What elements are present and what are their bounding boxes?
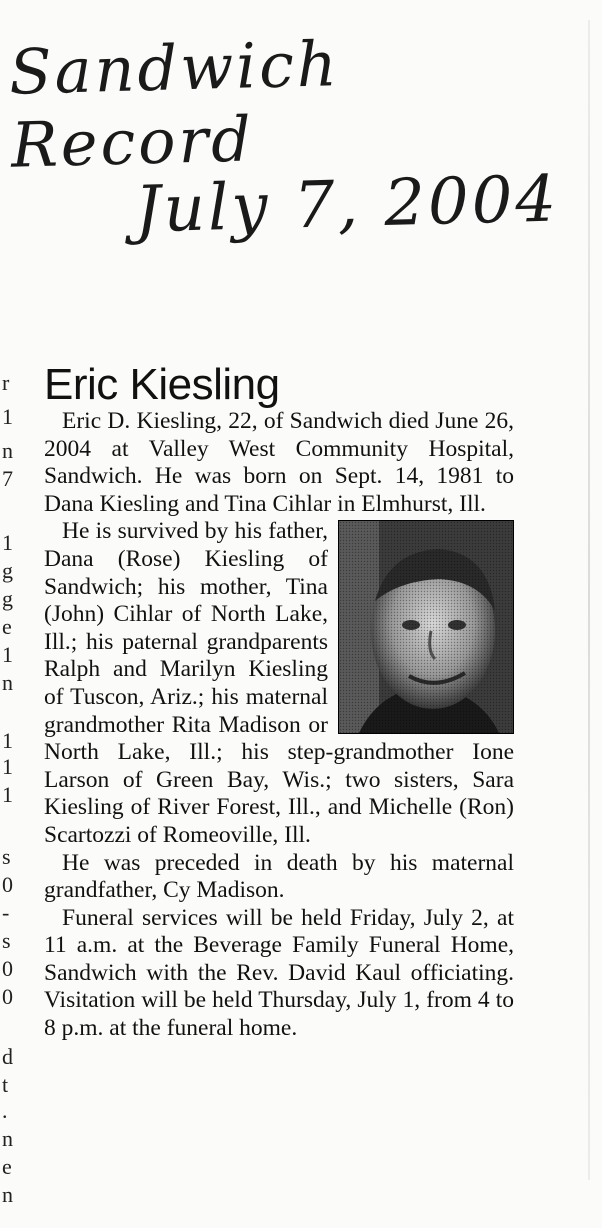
adjacent-column-fragment <box>0 360 22 1220</box>
edge-char: e <box>2 614 12 639</box>
obituary-article <box>44 362 514 1043</box>
obituary-paragraph-2: He is survived by his father, Dana (Rose) Kiesling of Sandwich; his mother, Tina (John) Cihlar of North Lake, Ill.; his paternal grandparents Ralph and Marilyn Kiesling of Tuscon, Ariz.; his maternal grandmother Rita Madison or North Lake, Ill.; his step-grandmother Ione Larson of Green Bay, Wis.; two sisters, Sara Kiesling of River Forest, Ill., and Michelle (Ron) Scartozzi of Romeoville, Ill. <box>44 518 514 848</box>
obituary-paragraph-4: Funeral services will be held Friday, July 2, at 11 a.m. at the Beverage Family Funeral Home, Sandwich with the Rev. David Kaul officiating. Visitation will be held Thursday, July 1, from 4 to 8 p.m. at the funeral home. <box>44 904 514 1042</box>
edge-char: 1 <box>2 782 13 807</box>
edge-char: s <box>2 844 11 869</box>
obituary-paragraph-1: Eric D. Kiesling, 22, of Sandwich died June 26, 2004 at Valley West Community Hospital, Sandwich. He was born on Sept. 14, 1981 to Dana Kiesling and Tina Cihlar in Elmhurst, Ill. <box>44 408 514 517</box>
obituary-paragraph-3: He was preceded in death by his maternal grandfather, Cy Madison. <box>44 849 514 904</box>
edge-char: - <box>2 900 10 925</box>
edge-char: 1 <box>2 404 13 429</box>
handwritten-publication-name: Sandwich Record <box>8 27 341 182</box>
edge-char: 0 <box>2 956 13 981</box>
edge-char: 1 <box>2 642 13 667</box>
edge-char: s <box>2 928 11 953</box>
edge-char: n <box>2 1182 13 1207</box>
edge-char: r <box>2 370 10 395</box>
edge-char: n <box>2 670 13 695</box>
portrait-photo <box>338 520 514 734</box>
edge-char: e <box>2 1154 12 1179</box>
edge-char: t <box>2 1072 9 1097</box>
edge-char: d <box>2 1044 13 1069</box>
edge-char: g <box>2 558 13 583</box>
handwritten-date: July 7, 2004 <box>134 162 561 248</box>
edge-char: 0 <box>2 984 13 1009</box>
edge-char: 7 <box>2 466 13 491</box>
edge-char: 1 <box>2 530 13 555</box>
edge-char: g <box>2 586 13 611</box>
obituary-headline: Eric Kiesling <box>44 360 280 409</box>
edge-char: 1 <box>2 754 13 779</box>
edge-char: . <box>2 1098 8 1123</box>
clipping-edge <box>588 20 590 1180</box>
edge-char: 1 <box>2 728 13 753</box>
portrait-image <box>339 521 513 733</box>
edge-char: 0 <box>2 872 13 897</box>
edge-char: n <box>2 438 13 463</box>
edge-char: n <box>2 1126 13 1151</box>
